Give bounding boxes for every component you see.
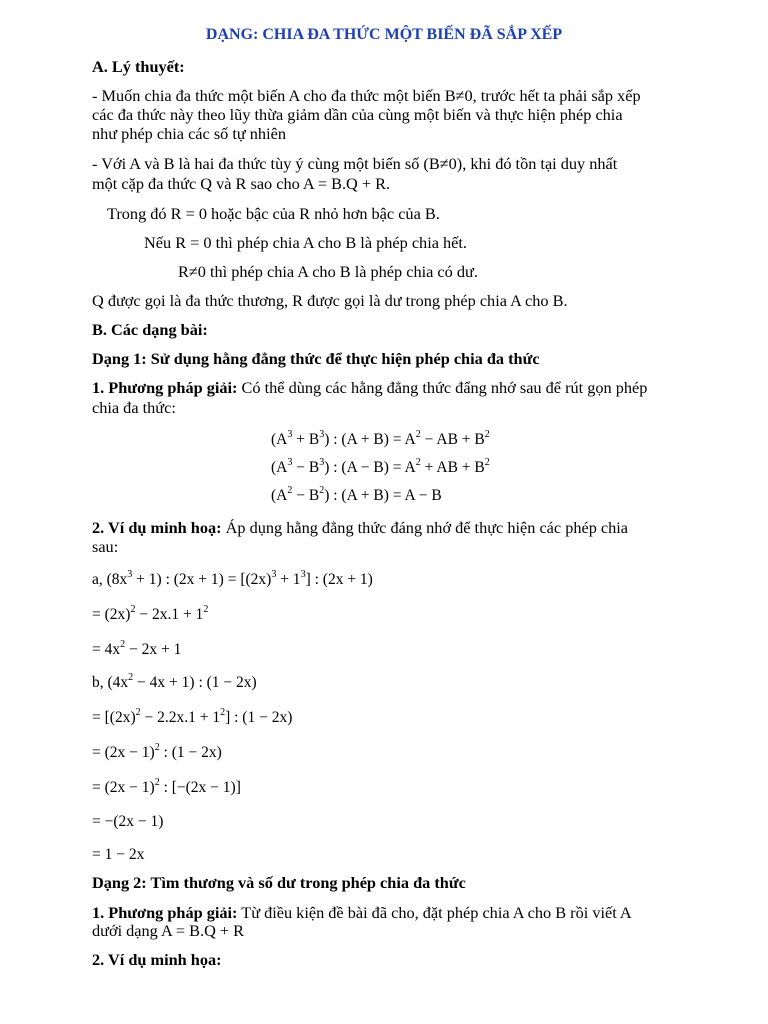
paragraph-line: - Muốn chia đa thức một biến A cho đa thức một biến B≠0, trước hết ta phải sắp xếp [92,86,641,105]
page-title: DẠNG: CHIA ĐA THỨC MỘT BIẾN ĐÃ SẮP XẾP [205,26,563,43]
method2-text: Từ điều kiện đề bài đã cho, đặt phép chia A cho B rồi viết A [237,903,632,922]
worked-step: = −(2x − 1) [92,813,164,830]
paragraph-line: dưới dạng A = B.Q + R [92,921,245,940]
method1-text: Có thể dùng các hằng đẳng thức đẩng nhớ sau để rút gọn phép [237,378,648,397]
identity-formula: $(A^2 - B^2)$ : (A + B) = A − B [271,485,442,504]
paragraph-line: các đa thức này theo lũy thừa giảm dần của cùng một biến và thực hiện phép chia [92,105,623,124]
paragraph-line: sau: [92,537,119,556]
dang2-heading: Dạng 2: Tìm thương và số dư trong phép chia đa thức [92,873,466,892]
paragraph-line: một cặp đa thức Q và R sao cho A = B.Q + R. [92,174,391,193]
identity-formula: $(A^3 - B^3)$ : $(A - B) = A^2$ + AB + $B^2$ [271,457,490,476]
worked-step: = $(2x - 1)^2$ : [−(2x − 1)] [92,777,241,796]
section-b-heading: B. Các dạng bài: [92,320,208,339]
example2-label: 2. Ví dụ minh họa: [92,950,222,969]
method1-label: 1. Phương pháp giải: [92,378,238,397]
worked-step: = $4x^2 - 2x + 1$ [92,639,182,658]
paragraph-line: như phép chia các số tự nhiên [92,124,286,143]
paragraph-line: - Với A và B là hai đa thức tùy ý cùng một biến số (B≠0), khi đó tồn tại duy nhất [92,154,618,173]
identity-formula: $(A^3 + B^3)$ : $(A + B) = A^2$ − AB + $B^2$ [271,429,490,448]
section-a-heading: A. Lý thuyết: [92,57,185,76]
worked-step: a, $(8x^3 + 1)$ : $(2x + 1) = [(2x)^3 + 1^3]$ : (2x + 1) [92,569,373,588]
worked-step: = 1 − 2x [92,846,145,863]
worked-step: b, $(4x^2 - 4x + 1)$ : (1 − 2x) [92,672,257,691]
paragraph-line: R≠0 thì phép chia A cho B là phép chia có dư. [178,262,478,281]
dang1-heading: Dạng 1: Sử dụng hằng đẳng thức để thực hiện phép chia đa thức [92,349,540,368]
method2-label: 1. Phương pháp giải: [92,903,238,922]
example1-label: 2. Ví dụ minh hoạ: [92,518,222,537]
worked-step: = $[(2x)^2 - 2.2x.1 + 1^2]$ : (1 − 2x) [92,707,293,726]
paragraph-line: Trong đó R = 0 hoặc bậc của R nhỏ hơn bậc của B. [107,204,440,223]
method1-line [92,378,647,398]
method2-line [92,903,632,923]
worked-step: = $(2x)^2 - 2x.1 + 1^2$ [92,604,209,623]
example1-line [92,518,628,538]
paragraph-line: Q được gọi là đa thức thương, R được gọi là dư trong phép chia A cho B. [92,291,568,310]
paragraph-line: Nếu R = 0 thì phép chia A cho B là phép chia hết. [144,233,467,252]
paragraph-line: chia đa thức: [92,398,176,417]
worked-step: = $(2x - 1)^2$ : (1 − 2x) [92,742,222,761]
example1-text: Áp dụng hằng đẳng thức đáng nhớ để thực hiện các phép chia [221,518,629,537]
